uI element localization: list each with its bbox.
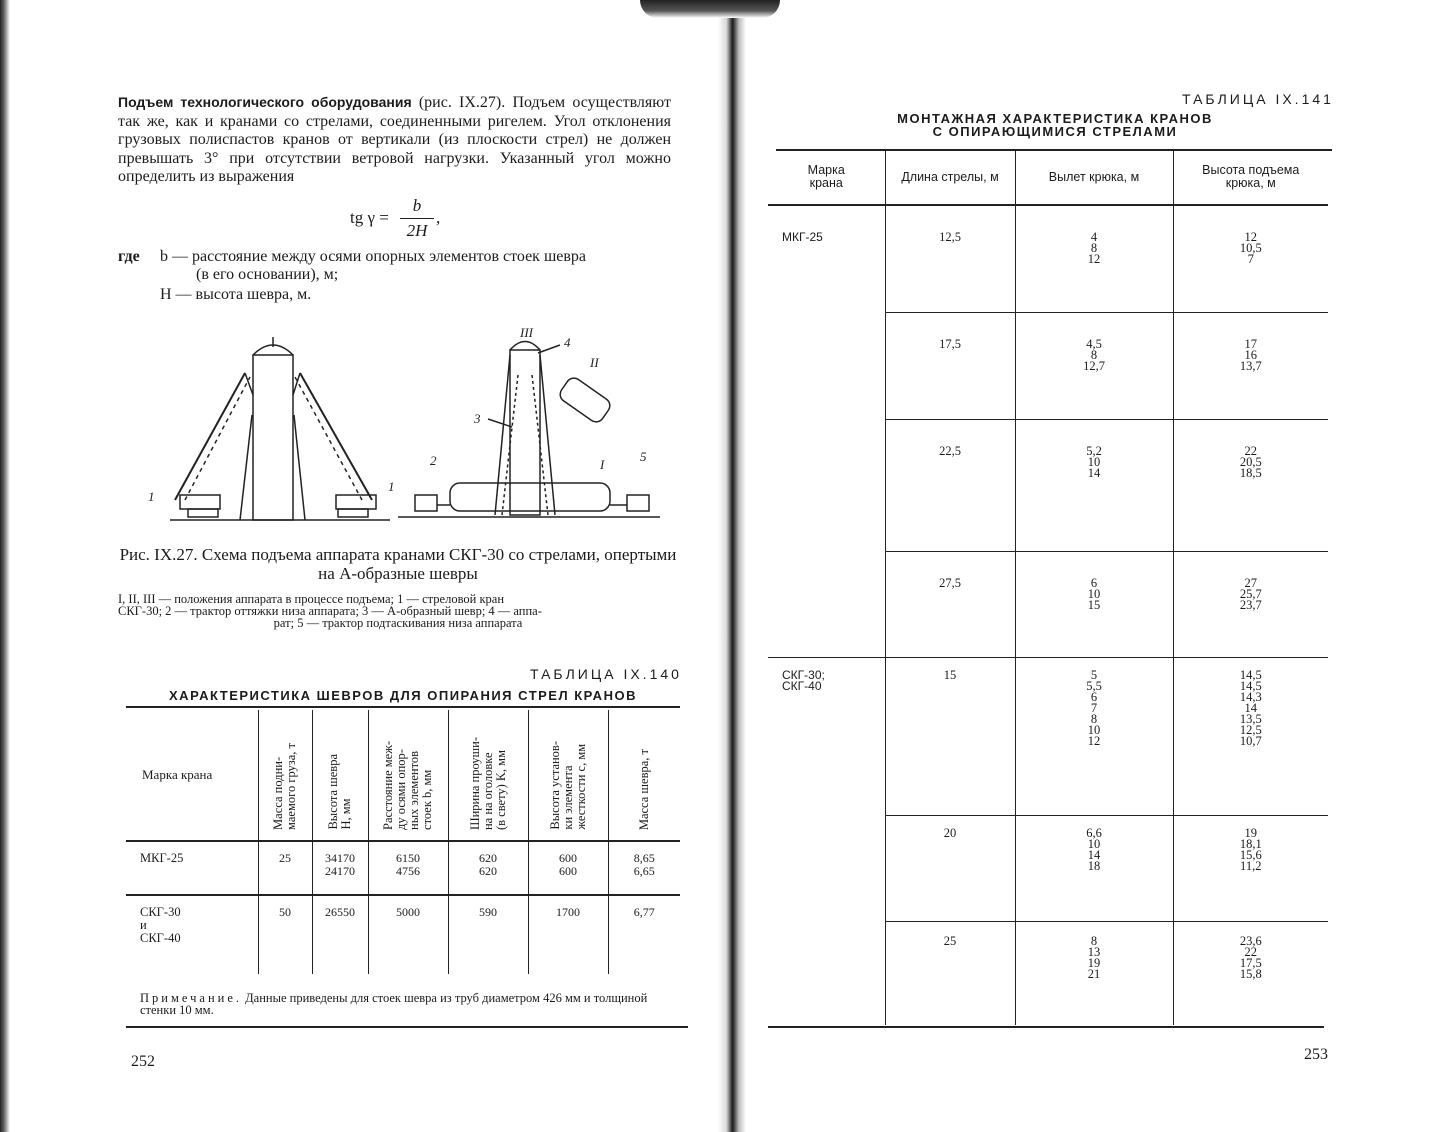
table-140-label: ТАБЛИЦА IX.140 [530,666,682,682]
t140-cell: 6,77 [608,895,680,974]
t141-cell: 15 [885,657,1015,815]
table-row [768,815,1328,921]
legend-line-3: рат; 5 — трактор подтаскивания низа аппарата [273,616,523,630]
t140-cell: 50 [258,895,312,974]
t141-cell: 20 [885,815,1015,921]
t140-cell: 6150 4756 [368,841,448,895]
page-number-right: 253 [1304,1046,1328,1063]
t141-cell: 23,6 22 17,5 15,8 [1173,921,1328,1025]
formula-fraction [400,196,434,241]
t141-cell: 27,5 [885,551,1015,657]
t141-cell [768,551,885,657]
paragraph-bold-lead: Подъем технологического оборудования [118,94,412,110]
note-text: Данные приведены для стоек шевра из труб диаметром 426 мм и толщиной стенки 10 мм. [140,991,648,1017]
fig-label-2: 2 [430,453,437,468]
book-spine [718,0,746,1132]
table-140-note [140,992,680,1016]
note-prefix: Примечание. [140,991,243,1005]
figure-legend [118,593,678,629]
t141-header-hook-height: Высота подъема крюка, м [1173,150,1328,205]
t141-cell: 6 10 15 [1015,551,1173,657]
t140-cell: 5000 [368,895,448,974]
table-row [768,921,1328,1025]
t140-header-width: Ширина проуши- на на оголовке (в свету) K, мм [448,710,528,841]
t140-cell: 590 [448,895,528,974]
fig-label-5: 5 [640,449,647,464]
fig-apparatus-position-1 [450,483,610,511]
table-141-label: ТАБЛИЦА IX.141 [1182,91,1334,107]
fig-label-4: 4 [564,335,571,350]
t140-cell: 25 [258,841,312,895]
t141-header-brand: Марка крана [768,150,885,205]
table-row [768,657,1328,815]
table-140-title: ХАРАКТЕРИСТИКА ШЕВРОВ ДЛЯ ОПИРАНИЯ СТРЕЛ КРАНОВ [169,688,637,703]
fig-tractor-5 [627,495,649,511]
t141-cell: 22 20,5 18,5 [1173,419,1328,551]
t140-cell: 26550 [312,895,368,974]
t141-cell: 5,2 10 14 [1015,419,1173,551]
body-paragraph [118,93,671,187]
fig-right-boom [300,373,372,500]
t141-cell: 12,5 [885,205,1015,312]
t140-header-mass: Масса подни- маемого груза, т [258,710,312,841]
fig-label-I: I [600,457,605,472]
formula-denominator: 2H [406,221,428,240]
figure-caption: Рис. IX.27. Схема подъема аппарата кранами СКГ-30 со стрелами, опертыми на А-образные шевры [119,545,677,583]
t141-cell: 12 10,5 7 [1173,205,1328,312]
fig-left-boom [175,373,245,500]
table-140 [126,710,680,974]
paragraph-text: (рис. IX.27). Подъем осуществляют так же, как и кранами со стрелами, соединенными ригелем. Угол отклонения грузовых полиспастов кранов от вертикали (из плоскости стрел) не должен превышать 3° при отсутствии ветровой нагрузки. Указанный угол можно определить из выражения [118,94,672,185]
table-row [768,312,1328,419]
t141-cell: СКГ-30; СКГ-40 [782,667,825,693]
t140-header-height: Высота шевра H, мм [312,710,368,841]
t141-cell: 25 [885,921,1015,1025]
t141-cell [768,419,885,551]
t140-cell: 8,65 6,65 [608,841,680,895]
table-row [126,895,680,974]
t141-header-hook-reach: Вылет крюка, м [1015,150,1173,205]
t140-header-shevr-mass: Масса шевра, т [608,710,680,841]
t141-cell: 6,6 10 14 18 [1015,815,1173,921]
t140-header-brand: Марка крана [126,710,258,841]
t140-cell: 1700 [528,895,608,974]
formula [350,196,470,240]
fig-label-1-right: 1 [388,479,395,494]
table-141-bottom-rule [768,1026,1324,1028]
fig-apparatus-position-3 [510,350,540,515]
fig-apparatus-vertical [253,355,293,520]
table-row [768,419,1328,551]
where-line-3: H — высота шевра, м. [160,286,312,303]
table-row [768,205,1328,312]
fig-apparatus-position-2 [557,375,613,425]
where-line-1: b — расстояние между осями опорных элементов стоек шевра [160,248,587,265]
table-row [126,841,680,895]
fig-label-II: II [590,355,599,370]
table-row [768,551,1328,657]
table-141-title-line-1: МОНТАЖНАЯ ХАРАКТЕРИСТИКА КРАНОВ [897,111,1213,126]
formula-lhs: tg γ = [350,208,389,227]
t141-cell [768,312,885,419]
where-word: где [118,248,140,265]
t141-cell [768,921,885,1025]
legend-line-1: I, II, III — положения аппарата в процессе подъема; 1 — стреловой кран [118,592,505,606]
t141-cell: МКГ-25 [782,230,823,244]
figure-ix-27 [140,315,680,530]
t140-cell: СКГ-30 и СКГ-40 [140,905,181,945]
book-left-edge [0,0,10,1132]
t141-cell: 27 25,7 23,7 [1173,551,1328,657]
t141-cell: 22,5 [885,419,1015,551]
t141-header-boom-length: Длина стрелы, м [885,150,1015,205]
fig-label-III: III [520,325,533,340]
t141-cell: 5 5,5 6 7 8 10 12 [1015,657,1173,815]
formula-trail: , [436,208,441,227]
t141-cell: 4 8 12 [1015,205,1173,312]
t141-cell: 14,5 14,5 14,3 14 13,5 12,5 10,7 [1173,657,1328,815]
book-spine-top [640,0,780,18]
t141-cell: 17,5 [885,312,1015,419]
t140-cell: МКГ-25 [126,841,258,895]
t140-header-distance: Расстояние меж- ду осями опор- ных элементов стоек b, мм [368,710,448,841]
table-140-top-rule [126,706,680,708]
formula-numerator: b [400,196,434,219]
t140-header-stiffener: Высота установ- ки элемента жесткости c, мм [528,710,608,841]
t141-cell: 8 13 19 21 [1015,921,1173,1025]
fig-tractor-2 [415,495,437,511]
legend-line-2: СКГ-30; 2 — трактор оттяжки низа аппарата; 3 — А-образный шевр; 4 — аппа- [118,604,542,618]
page-number-left: 252 [131,1053,155,1070]
t141-cell: 19 18,1 15,6 11,2 [1173,815,1328,921]
t141-cell: 4,5 8 12,7 [1015,312,1173,419]
t141-cell [768,815,885,921]
t140-cell: 34170 24170 [312,841,368,895]
fig-label-3: 3 [474,411,481,426]
table-141-title-line-2: С ОПИРАЮЩИМИСЯ СТРЕЛАМИ [932,124,1178,139]
t140-cell: 620 620 [448,841,528,895]
table-140-bottom-rule [126,1026,688,1028]
where-line-2: (в его основании), м; [196,266,339,283]
fig-label-1-left: 1 [148,489,155,504]
table-141 [768,150,1328,1025]
t140-cell: 600 600 [528,841,608,895]
t141-cell: 17 16 13,7 [1173,312,1328,419]
